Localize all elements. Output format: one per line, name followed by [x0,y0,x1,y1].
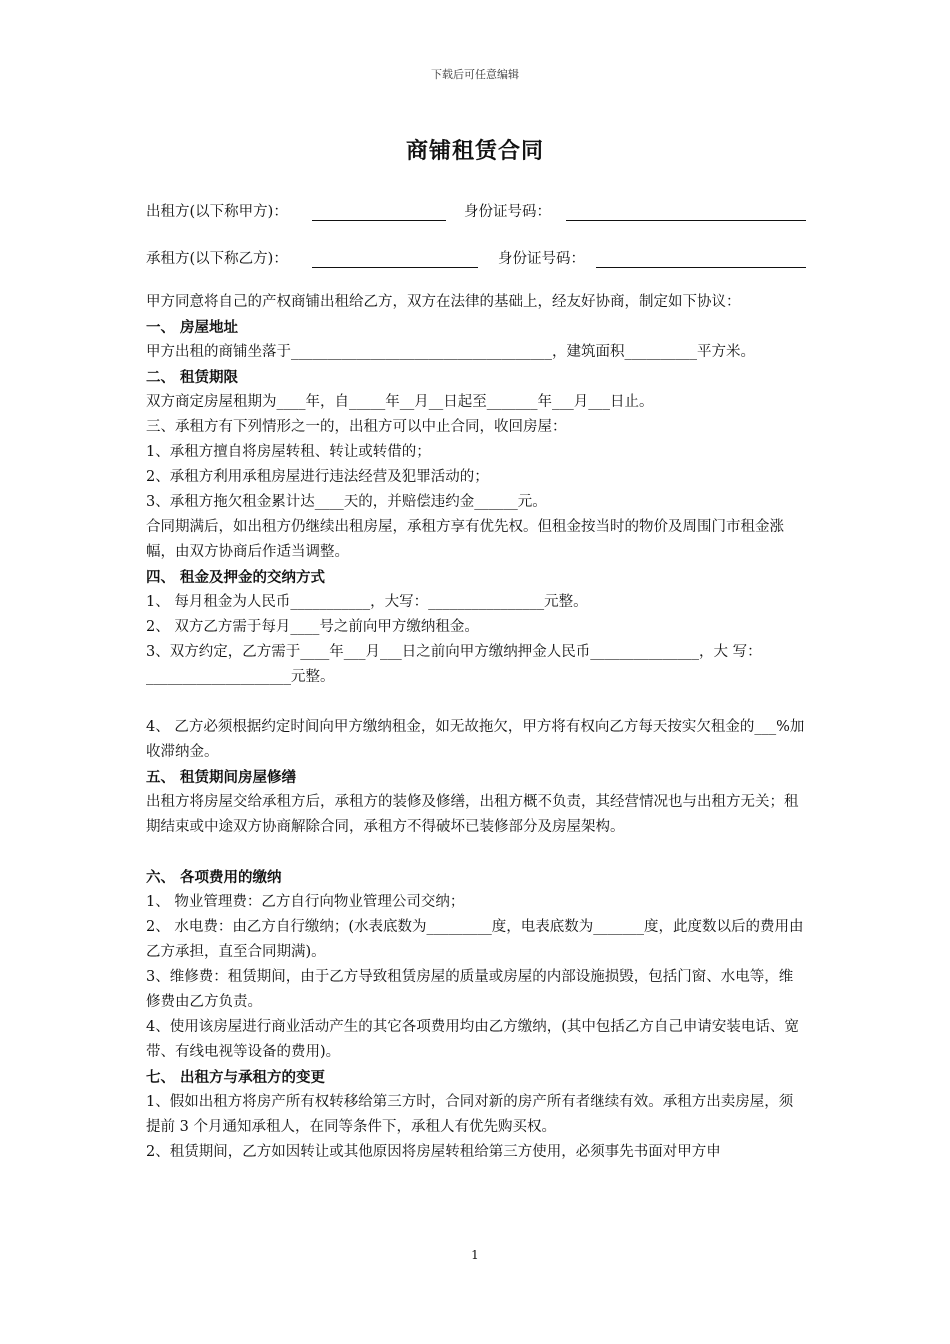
clause-paragraph: 1、 每月租金为人民币___________，大写：________________元整。 [146,594,588,610]
lessee-name-blank[interactable] [312,267,478,268]
blank-line [146,840,806,865]
section-heading: 一、 房屋地址 [146,319,239,336]
clause-paragraph: 出租方将房屋交给承租方后，承租方的装修及修缮，出租方概不负责，其经营情况也与出租方无关；租期结束或中途双方协商解除合同，承租方不得破坏已装修部分及房屋架构。 [146,794,799,835]
blank-line [146,690,806,715]
clause-paragraph: 1、假如出租方将房产所有权转移给第三方时，合同对新的房产所有者继续有效。承租方出卖房屋，须提前 3 个月通知承租人，在同等条件下，承租人有优先购买权。 [146,1094,794,1135]
clause-paragraph: 4、 乙方必须根据约定时间向甲方缴纳租金，如无故拖欠，甲方将有权向乙方每天按实欠租金的___%加收滞纳金。 [146,719,805,760]
clause-paragraph: 2、 水电费：由乙方自行缴纳；(水表底数为_________度，电表底数为_______度，此度数以后的费用由乙方承担，直至合同期满)。 [146,919,804,960]
clause-paragraph: 4、使用该房屋进行商业活动产生的其它各项费用均由乙方缴纳，(其中包括乙方自己申请安装电话、宽带、有线电视等设备的费用)。 [146,1019,799,1060]
section-heading: 七、 出租方与承租方的变更 [146,1069,326,1086]
lessor-name-blank[interactable] [312,220,446,221]
lessor-id-blank[interactable] [566,220,806,221]
section-heading: 二、 租赁期限 [146,369,239,386]
clause-paragraph: 1、承租方擅自将房屋转租、转让或转借的； [146,444,431,460]
section-heading: 四、 租金及押金的交纳方式 [146,569,326,586]
lessor-id-label: 身份证号码： [464,204,551,220]
lessee-id-label: 身份证号码： [498,251,585,267]
section-heading: 六、 各项费用的缴纳 [146,869,282,886]
clause-paragraph: 2、租赁期间，乙方如因转让或其他原因将房屋转租给第三方使用，必须事先书面对甲方申 [146,1144,721,1160]
lessor-row [146,200,806,224]
lessor-label: 出租方(以下称甲方)： [146,204,288,220]
clause-paragraph: 3、承租方拖欠租金累计达____天的，并赔偿违约金______元。 [146,494,547,510]
clause-paragraph: 1、 物业管理费：乙方自行向物业管理公司交纳； [146,894,465,910]
clause-paragraph: 双方商定房屋租期为____年，自_____年__月__日起至_______年___月___日止。 [146,394,654,410]
clause-paragraph: 2、 双方乙方需于每月____号之前向甲方缴纳租金。 [146,619,479,635]
clause-paragraph: 3、双方约定，乙方需于____年___月___日之前向甲方缴纳押金人民币_______________，大 写：____________________元整。 [146,644,762,685]
clause-paragraph: 甲方出租的商铺坐落于____________________________________，建筑面积__________平方米。 [146,344,755,360]
clause-paragraph: 三、承租方有下列情形之一的，出租方可以中止合同，收回房屋： [146,419,567,435]
contract-body [146,290,806,1165]
document-title: 商铺租赁合同 [405,138,544,164]
clause-paragraph: 甲方同意将自己的产权商铺出租给乙方，双方在法律的基础上，经友好协商，制定如下协议： [146,294,741,310]
lessee-id-blank[interactable] [596,267,806,268]
clause-paragraph: 3、维修费：租赁期间，由于乙方导致租赁房屋的质量或房屋的内部设施损毁，包括门窗、水电等，维修费由乙方负责。 [146,969,794,1010]
lessee-row [146,247,806,271]
lessee-label: 承租方(以下称乙方)： [146,251,288,267]
clause-paragraph: 合同期满后，如出租方仍继续出租房屋，承租方享有优先权。但租金按当时的物价及周围门市租金涨幅，由双方协商后作适当调整。 [146,519,784,560]
page-header-note: 下载后可任意编辑 [431,68,519,81]
clause-paragraph: 2、承租方利用承租房屋进行违法经营及犯罪活动的； [146,469,489,485]
page-number: 1 [471,1248,479,1262]
section-heading: 五、 租赁期间房屋修缮 [146,769,297,786]
